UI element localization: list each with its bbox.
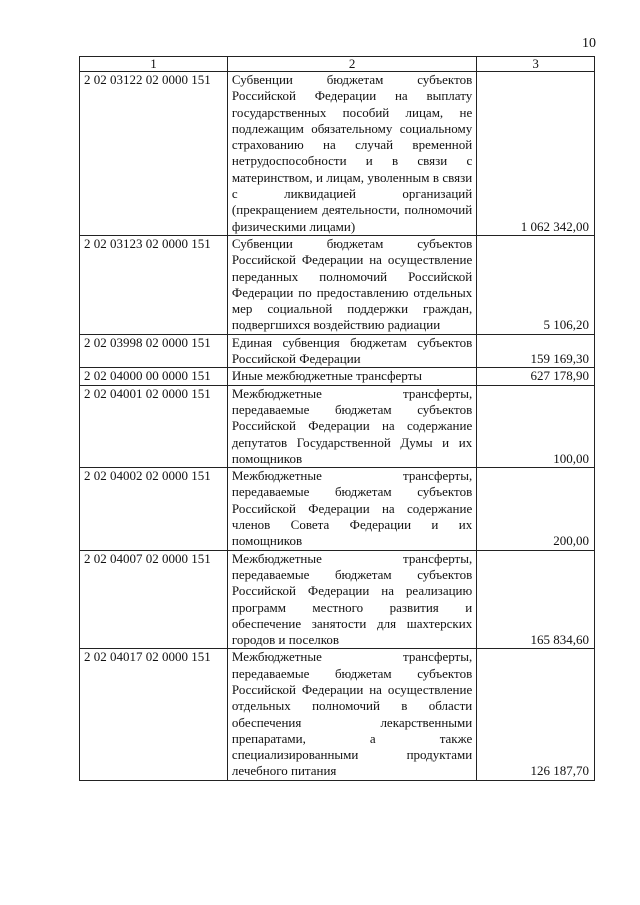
table-row: [80, 368, 595, 385]
row-description: Иные межбюджетные трансферты: [227, 368, 476, 385]
row-value: 1 062 342,00: [477, 72, 595, 236]
row-code: 2 02 04001 02 0000 151: [80, 385, 228, 467]
row-code: 2 02 04000 00 0000 151: [80, 368, 228, 385]
row-code: 2 02 03998 02 0000 151: [80, 334, 228, 368]
row-code: 2 02 04017 02 0000 151: [80, 649, 228, 780]
row-description: Межбюджетные трансферты, передаваемые бюджетам субъектов Российской Федерации на осуществление отдельных полномочий в области обеспечения лекарственными препаратами, а также специализированными продуктами лечебного питания: [227, 649, 476, 780]
row-value: 165 834,60: [477, 550, 595, 649]
row-value: 627 178,90: [477, 368, 595, 385]
table-row: [80, 649, 595, 780]
row-code: 2 02 04002 02 0000 151: [80, 468, 228, 550]
row-description: Межбюджетные трансферты, передаваемые бюджетам субъектов Российской Федерации на содержание членов Совета Федерации и их помощников: [227, 468, 476, 550]
row-code: 2 02 03123 02 0000 151: [80, 235, 228, 334]
page-number: 10: [582, 36, 596, 51]
row-description: Единая субвенция бюджетам субъектов Российской Федерации: [227, 334, 476, 368]
row-value: 100,00: [477, 385, 595, 467]
column-header-1: 1: [80, 57, 228, 72]
row-value: 159 169,30: [477, 334, 595, 368]
table-row: [80, 468, 595, 550]
row-code: 2 02 04007 02 0000 151: [80, 550, 228, 649]
row-description: Субвенции бюджетам субъектов Российской Федерации на осуществление переданных полномочий Российской Федерации по предоставлению отдельных мер социальной поддержки граждан, подвергшихся воздействию радиации: [227, 235, 476, 334]
row-description: Межбюджетные трансферты, передаваемые бюджетам субъектов Российской Федерации на содержание депутатов Государственной Думы и их помощников: [227, 385, 476, 467]
table-row: [80, 334, 595, 368]
row-value: 5 106,20: [477, 235, 595, 334]
budget-table: [79, 56, 595, 781]
table-row: [80, 385, 595, 467]
table-row: [80, 550, 595, 649]
row-description: Межбюджетные трансферты, передаваемые бюджетам субъектов Российской Федерации на реализацию программ местного развития и обеспечение занятости для шахтерских городов и поселков: [227, 550, 476, 649]
row-value: 126 187,70: [477, 649, 595, 780]
column-header-2: 2: [227, 57, 476, 72]
row-code: 2 02 03122 02 0000 151: [80, 72, 228, 236]
row-value: 200,00: [477, 468, 595, 550]
table-row: [80, 72, 595, 236]
table-row: [80, 235, 595, 334]
row-description: Субвенции бюджетам субъектов Российской Федерации на выплату государственных пособий лицам, не подлежащим обязательному социальному страхованию на случай временной нетрудоспособности и в связи с материнством, и лицам, уволенным в связи с ликвидацией организаций (прекращением деятельности, полномочий физическими лицами): [227, 72, 476, 236]
column-header-3: 3: [477, 57, 595, 72]
header-row: [80, 57, 595, 72]
